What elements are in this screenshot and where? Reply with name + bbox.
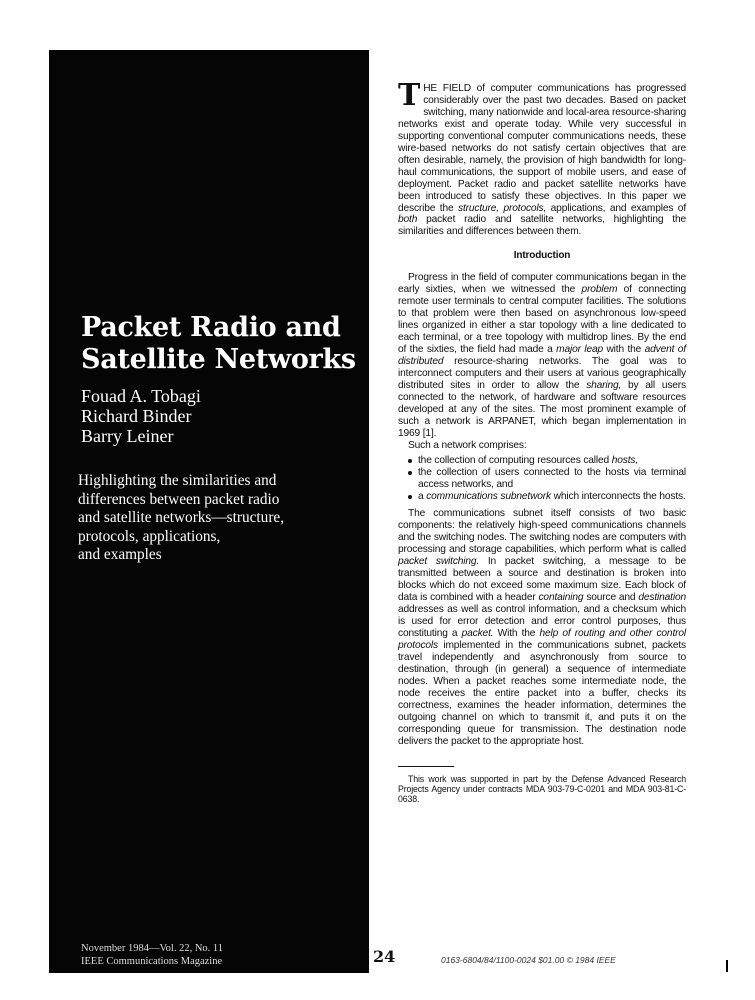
abstract-paragraph (398, 78, 686, 238)
section-heading: Introduction (513, 250, 571, 262)
emphasis: both (398, 214, 418, 226)
text: addresses as well as control information, and a checksum which is used for error detection and error control purposes, thus constituting a (398, 604, 686, 639)
text: Progress in the field of computer communications began in the early sixties, when we witnessed the (398, 272, 686, 296)
text: a (418, 490, 427, 502)
text: the collection of computing resources called (418, 454, 612, 466)
subtitle-line: and examples (78, 546, 162, 564)
list-item (398, 467, 686, 491)
subtitle-line: and satellite networks—structure, (78, 509, 285, 527)
text: with the (603, 344, 645, 356)
emphasis: packet. (461, 627, 494, 639)
body-column (398, 78, 686, 805)
text: of connecting remote user terminals to central computer facilities. The solutions to that problem were then based on asynchronous low-speed lines organized in either a star topology with a line dedicated to each terminal, or a tree topology with multidrop lines. By the end of the sixties, the field had made a (398, 284, 686, 356)
abstract-text: applications, and examples of (546, 202, 686, 214)
component-list (398, 455, 686, 503)
author: Richard Binder (81, 406, 192, 426)
intro-paragraph (398, 272, 686, 439)
abstract-text: packet radio and satellite networks, highlighting the similarities and differences between them. (398, 214, 686, 238)
title-line-1: Packet Radio and (81, 312, 341, 343)
drop-cap: T (398, 78, 421, 113)
author: Barry Leiner (81, 426, 174, 446)
text: With the (493, 627, 540, 639)
issue-info (81, 942, 223, 968)
list-item (398, 491, 686, 503)
subtitle-line: differences between packet radio (78, 490, 280, 508)
text: resource-sharing networks. The goal was to interconnect computers and their users at various geographically distributed sites in order to allow the (398, 356, 686, 391)
text: the collection of users connected to the hosts via terminal access networks, and (418, 466, 686, 490)
emphasis: destination (638, 592, 686, 604)
magazine-name: IEEE Communications Magazine (81, 956, 223, 967)
list-item (398, 455, 686, 467)
subnet-paragraph (398, 508, 686, 747)
issue-date: November 1984—Vol. 22, No. 11 (81, 943, 224, 954)
emphasis: communications subnetwork (426, 490, 551, 502)
subtitle-line: Highlighting the similarities and (78, 472, 277, 489)
article-subtitle (78, 472, 368, 565)
title-line-2: Satellite Networks (81, 344, 356, 375)
emphasis: major leap (556, 344, 604, 356)
text: by all users connected to the network, of hardware and software resources developed at any of the sites. The most prominent example of such a network is ARPANET, which began implementation in 1969 [1]. (398, 379, 686, 439)
author-list (81, 386, 201, 446)
abstract-text: HE FIELD of computer communications has progressed considerably over the past two decades. Based on packet switching, many nationwide and local-area resource-sharing networks exist and operate today. While very successful in supporting conventional computer communications needs, these wire-based networks do not satisfy certain objectives that are often desirable, namely, the provision of high bandwidth for long-haul communications, the support of mobile users, and ease of deployment. Packet radio and packet satellite networks have been introduced to satisfy these objectives. In this paper we describe the (398, 83, 686, 214)
text: The communications subnet itself consists of two basic components: the relatively high-speed communications channels and the switching nodes. The switching nodes are computers with processing and storage capabilities, which perform what is called (398, 508, 686, 556)
emphasis: hosts, (611, 454, 638, 466)
text: which interconnects the hosts. (551, 490, 686, 502)
subtitle-line: protocols, applications, (78, 527, 221, 545)
article-title (81, 312, 371, 376)
author: Fouad A. Tobagi (81, 386, 201, 406)
emphasis: problem (581, 284, 618, 296)
comprises-intro: Such a network comprises: (408, 439, 527, 451)
copyright-line: 0163-6804/84/1100-0024 $01.00 © 1984 IEEE (441, 955, 616, 965)
text: In packet switching, a message to be transmitted between a source and destination is broken into blocks which do not exceed some maximum size. Each block of data is combined with a header (398, 556, 686, 604)
emphasis: structure, protocols, (458, 202, 547, 214)
footnote: This work was supported in part by the Defense Advanced Research Projects Agency under contracts MDA 903-79-C-0201 and MDA 903-81-C-0638. (398, 773, 686, 805)
scan-mark (726, 960, 728, 972)
emphasis: packet switching. (398, 556, 480, 568)
emphasis: help of routing and other control protocols (398, 627, 686, 651)
footnote-rule (398, 766, 454, 767)
page-number: 24 (373, 947, 396, 966)
text: implemented in the communications subnet, packets travel independently and asynchronously from source to destination, through (in general) a sequence of intermediate nodes. When a packet reaches some intermediate node, the node receives the entire packet into a buffer, checks its correctness, examines the header information, determines the outgoing channel on which to transmit it, and puts it on the corresponding queue for transmission. The destination node delivers the packet to the appropriate host. (398, 639, 686, 747)
emphasis: containing (538, 592, 584, 604)
emphasis: advent of distributed (398, 344, 686, 368)
text: source and (583, 592, 639, 604)
emphasis: sharing, (586, 379, 622, 391)
